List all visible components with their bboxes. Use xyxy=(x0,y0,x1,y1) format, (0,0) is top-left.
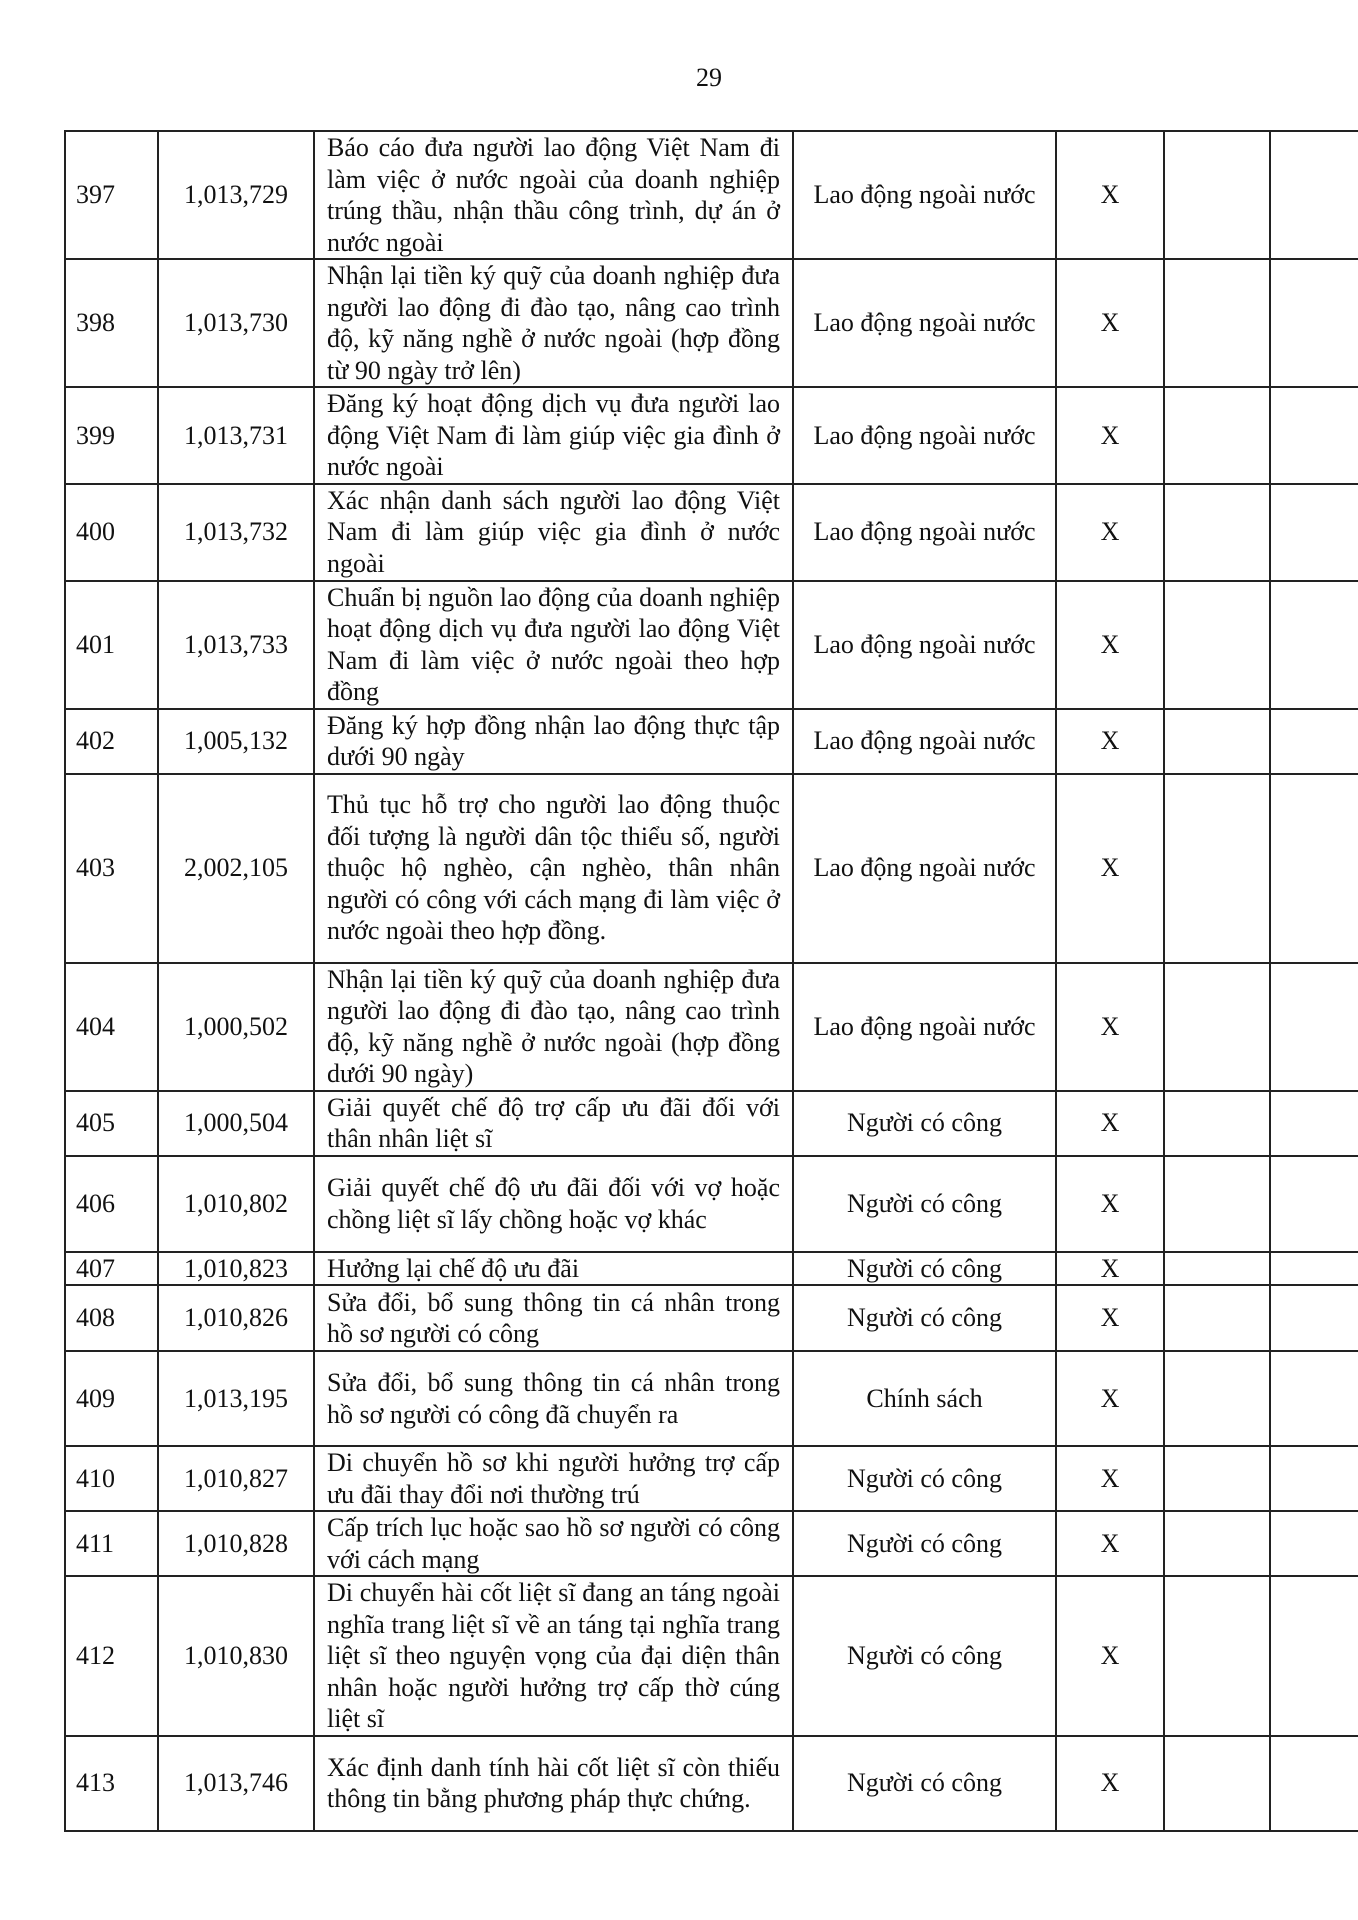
table-row xyxy=(65,963,1358,1091)
procedure-name: Báo cáo đưa người lao động Việt Nam đi làm việc ở nước ngoài của doanh nghiệp trúng thầu, nhận thầu công trình, dự án ở nước ngoài xyxy=(314,131,793,259)
procedure-name: Cấp trích lục hoặc sao hồ sơ người có công với cách mạng xyxy=(314,1511,793,1576)
level-mark: X xyxy=(1056,1576,1164,1736)
procedure-field: Người có công xyxy=(793,1511,1056,1576)
table-row xyxy=(65,1446,1358,1511)
empty-cell-col6 xyxy=(1164,1285,1270,1351)
table-row xyxy=(65,1285,1358,1351)
procedures-table xyxy=(64,130,1358,1832)
procedure-code: 1,013,730 xyxy=(158,259,314,387)
row-number: 406 xyxy=(65,1156,158,1252)
empty-cell-col7 xyxy=(1270,709,1358,774)
procedure-name: Xác nhận danh sách người lao động Việt Nam đi làm giúp việc gia đình ở nước ngoài xyxy=(314,484,793,581)
empty-cell-col7 xyxy=(1270,1351,1358,1446)
procedure-code: 1,013,733 xyxy=(158,581,314,709)
row-number: 404 xyxy=(65,963,158,1091)
empty-cell-col7 xyxy=(1270,774,1358,963)
row-number: 412 xyxy=(65,1576,158,1736)
row-number: 407 xyxy=(65,1252,158,1286)
level-mark: X xyxy=(1056,1156,1164,1252)
table-row xyxy=(65,1252,1358,1286)
level-mark: X xyxy=(1056,1736,1164,1831)
table-row xyxy=(65,1351,1358,1446)
procedure-code: 1,013,731 xyxy=(158,387,314,484)
procedure-code: 1,010,823 xyxy=(158,1252,314,1286)
row-number: 401 xyxy=(65,581,158,709)
row-number: 405 xyxy=(65,1091,158,1156)
procedure-code: 2,002,105 xyxy=(158,774,314,963)
procedure-field: Người có công xyxy=(793,1156,1056,1252)
level-mark: X xyxy=(1056,131,1164,259)
procedure-name: Giải quyết chế độ trợ cấp ưu đãi đối với thân nhân liệt sĩ xyxy=(314,1091,793,1156)
empty-cell-col7 xyxy=(1270,1285,1358,1351)
empty-cell-col6 xyxy=(1164,709,1270,774)
procedure-field: Người có công xyxy=(793,1446,1056,1511)
procedures-table-body xyxy=(65,131,1358,1831)
empty-cell-col7 xyxy=(1270,131,1358,259)
empty-cell-col7 xyxy=(1270,1156,1358,1252)
procedure-name: Thủ tục hỗ trợ cho người lao động thuộc đối tượng là người dân tộc thiểu số, người thuộc hộ nghèo, cận nghèo, thân nhân người có công với cách mạng đi làm việc ở nước ngoài theo hợp đồng. xyxy=(314,774,793,963)
row-number: 397 xyxy=(65,131,158,259)
procedure-field: Lao động ngoài nước xyxy=(793,387,1056,484)
procedure-name: Sửa đổi, bổ sung thông tin cá nhân trong hồ sơ người có công đã chuyển ra xyxy=(314,1351,793,1446)
level-mark: X xyxy=(1056,1252,1164,1286)
level-mark: X xyxy=(1056,774,1164,963)
level-mark: X xyxy=(1056,387,1164,484)
table-row xyxy=(65,709,1358,774)
procedure-field: Lao động ngoài nước xyxy=(793,581,1056,709)
row-number: 403 xyxy=(65,774,158,963)
procedure-code: 1,010,830 xyxy=(158,1576,314,1736)
level-mark: X xyxy=(1056,1511,1164,1576)
level-mark: X xyxy=(1056,709,1164,774)
empty-cell-col7 xyxy=(1270,1511,1358,1576)
procedure-field: Lao động ngoài nước xyxy=(793,963,1056,1091)
procedure-field: Người có công xyxy=(793,1285,1056,1351)
procedure-code: 1,013,746 xyxy=(158,1736,314,1831)
level-mark: X xyxy=(1056,581,1164,709)
procedure-field: Người có công xyxy=(793,1736,1056,1831)
procedure-field: Người có công xyxy=(793,1576,1056,1736)
row-number: 410 xyxy=(65,1446,158,1511)
empty-cell-col6 xyxy=(1164,1511,1270,1576)
level-mark: X xyxy=(1056,1091,1164,1156)
procedure-field: Chính sách xyxy=(793,1351,1056,1446)
procedure-name: Di chuyển hài cốt liệt sĩ đang an táng ngoài nghĩa trang liệt sĩ về an táng tại nghĩa trang liệt sĩ theo nguyện vọng của đại diện thân nhân hoặc người hưởng trợ cấp thờ cúng liệt sĩ xyxy=(314,1576,793,1736)
table-row xyxy=(65,774,1358,963)
table-row xyxy=(65,259,1358,387)
procedure-name: Xác định danh tính hài cốt liệt sĩ còn thiếu thông tin bằng phương pháp thực chứng. xyxy=(314,1736,793,1831)
empty-cell-col7 xyxy=(1270,259,1358,387)
procedure-name: Di chuyển hồ sơ khi người hưởng trợ cấp ưu đãi thay đổi nơi thường trú xyxy=(314,1446,793,1511)
procedure-name: Chuẩn bị nguồn lao động của doanh nghiệp hoạt động dịch vụ đưa người lao động Việt Nam đi làm việc ở nước ngoài theo hợp đồng xyxy=(314,581,793,709)
page-number: 29 xyxy=(696,63,722,92)
procedure-name: Nhận lại tiền ký quỹ của doanh nghiệp đưa người lao động đi đào tạo, nâng cao trình độ, kỹ năng nghề ở nước ngoài (hợp đồng từ 90 ngày trở lên) xyxy=(314,259,793,387)
row-number: 408 xyxy=(65,1285,158,1351)
procedure-field: Người có công xyxy=(793,1091,1056,1156)
procedure-code: 1,000,502 xyxy=(158,963,314,1091)
empty-cell-col7 xyxy=(1270,963,1358,1091)
empty-cell-col6 xyxy=(1164,1576,1270,1736)
empty-cell-col6 xyxy=(1164,1736,1270,1831)
empty-cell-col6 xyxy=(1164,1091,1270,1156)
level-mark: X xyxy=(1056,1285,1164,1351)
empty-cell-col7 xyxy=(1270,1091,1358,1156)
procedure-name: Đăng ký hoạt động dịch vụ đưa người lao động Việt Nam đi làm giúp việc gia đình ở nước ngoài xyxy=(314,387,793,484)
empty-cell-col7 xyxy=(1270,581,1358,709)
level-mark: X xyxy=(1056,963,1164,1091)
procedure-code: 1,010,802 xyxy=(158,1156,314,1252)
row-number: 413 xyxy=(65,1736,158,1831)
empty-cell-col6 xyxy=(1164,1156,1270,1252)
empty-cell-col6 xyxy=(1164,1351,1270,1446)
row-number: 411 xyxy=(65,1511,158,1576)
procedure-field: Người có công xyxy=(793,1252,1056,1286)
table-row xyxy=(65,1091,1358,1156)
row-number: 409 xyxy=(65,1351,158,1446)
empty-cell-col6 xyxy=(1164,131,1270,259)
procedure-code: 1,000,504 xyxy=(158,1091,314,1156)
empty-cell-col6 xyxy=(1164,1446,1270,1511)
empty-cell-col6 xyxy=(1164,581,1270,709)
table-row xyxy=(65,1156,1358,1252)
procedure-field: Lao động ngoài nước xyxy=(793,259,1056,387)
level-mark: X xyxy=(1056,259,1164,387)
table-row xyxy=(65,1511,1358,1576)
level-mark: X xyxy=(1056,1446,1164,1511)
table-row xyxy=(65,131,1358,259)
empty-cell-col6 xyxy=(1164,484,1270,581)
procedure-field: Lao động ngoài nước xyxy=(793,709,1056,774)
procedure-code: 1,013,195 xyxy=(158,1351,314,1446)
empty-cell-col7 xyxy=(1270,387,1358,484)
procedure-code: 1,013,732 xyxy=(158,484,314,581)
procedure-name: Nhận lại tiền ký quỹ của doanh nghiệp đưa người lao động đi đào tạo, nâng cao trình độ, kỹ năng nghề ở nước ngoài (hợp đồng dưới 90 ngày) xyxy=(314,963,793,1091)
table-row xyxy=(65,1576,1358,1736)
empty-cell-col6 xyxy=(1164,387,1270,484)
empty-cell-col7 xyxy=(1270,1736,1358,1831)
table-row xyxy=(65,387,1358,484)
table-row xyxy=(65,484,1358,581)
empty-cell-col7 xyxy=(1270,1446,1358,1511)
procedure-code: 1,010,828 xyxy=(158,1511,314,1576)
procedure-field: Lao động ngoài nước xyxy=(793,131,1056,259)
procedure-name: Sửa đổi, bổ sung thông tin cá nhân trong hồ sơ người có công xyxy=(314,1285,793,1351)
procedure-code: 1,005,132 xyxy=(158,709,314,774)
procedure-name: Hưởng lại chế độ ưu đãi xyxy=(314,1252,793,1286)
level-mark: X xyxy=(1056,1351,1164,1446)
procedure-name: Đăng ký hợp đồng nhận lao động thực tập dưới 90 ngày xyxy=(314,709,793,774)
empty-cell-col6 xyxy=(1164,259,1270,387)
row-number: 399 xyxy=(65,387,158,484)
table-row xyxy=(65,581,1358,709)
empty-cell-col7 xyxy=(1270,1576,1358,1736)
table-row xyxy=(65,1736,1358,1831)
procedure-field: Lao động ngoài nước xyxy=(793,774,1056,963)
empty-cell-col6 xyxy=(1164,963,1270,1091)
procedure-name: Giải quyết chế độ ưu đãi đối với vợ hoặc chồng liệt sĩ lấy chồng hoặc vợ khác xyxy=(314,1156,793,1252)
row-number: 398 xyxy=(65,259,158,387)
procedure-code: 1,010,826 xyxy=(158,1285,314,1351)
row-number: 400 xyxy=(65,484,158,581)
level-mark: X xyxy=(1056,484,1164,581)
row-number: 402 xyxy=(65,709,158,774)
procedure-field: Lao động ngoài nước xyxy=(793,484,1056,581)
procedure-code: 1,010,827 xyxy=(158,1446,314,1511)
empty-cell-col7 xyxy=(1270,484,1358,581)
empty-cell-col6 xyxy=(1164,1252,1270,1286)
empty-cell-col6 xyxy=(1164,774,1270,963)
procedure-code: 1,013,729 xyxy=(158,131,314,259)
empty-cell-col7 xyxy=(1270,1252,1358,1286)
